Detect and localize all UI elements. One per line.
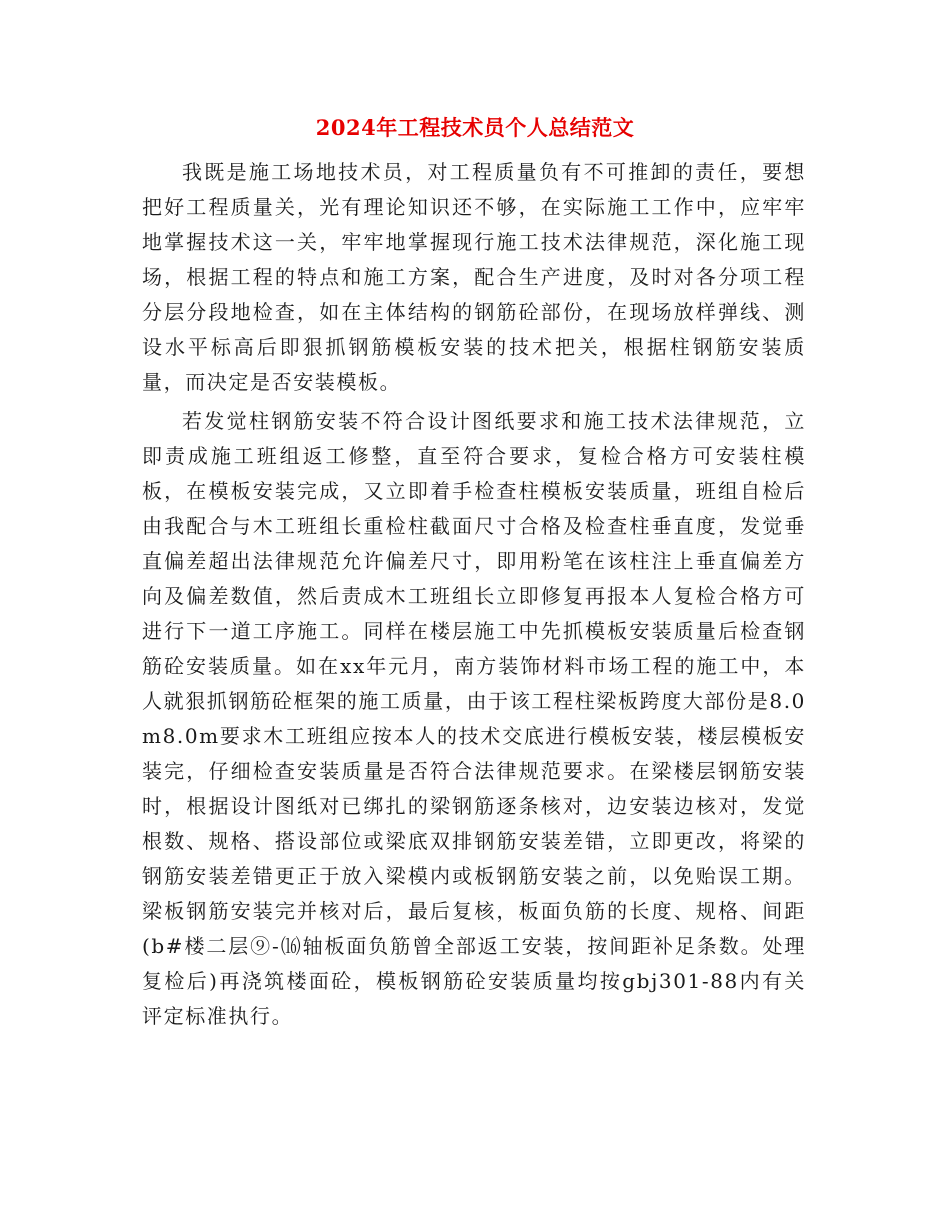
paragraph-1: 我既是施工场地技术员，对工程质量负有不可推卸的责任，要想把好工程质量关，光有理论知识还不够，在实际施工工作中，应牢牢地掌握技术这一关，牢牢地掌握现行施工技术法律规范，深化施工现场，根据工程的特点和施工方案，配合生产进度，及时对各分项工程分层分段地检查，如在主体结构的钢筋砼部份，在现场放样弹线、测设水平标高后即狠抓钢筋模板安装的技术把关，根据柱钢筋安装质量，而决定是否安装模板。 <box>142 160 806 394</box>
document-body <box>142 155 806 1038</box>
paragraph-2: 若发觉柱钢筋安装不符合设计图纸要求和施工技术法律规范，立即责成施工班组返工修整，直至符合要求，复检合格方可安装柱模板，在模板安装完成，又立即着手检查柱模板安装质量，班组自检后由我配合与木工班组长重检柱截面尺寸合格及检查柱垂直度，发觉垂直偏差超出法律规范允许偏差尺寸，即用粉笔在该柱注上垂直偏差方向及偏差数值，然后责成木工班组长立即修复再报本人复检合格方可进行下一道工序施工。同样在楼层施工中先抓模板安装质量后检查钢筋砼安装质量。如在xx年元月，南方装饰材料市场工程的施工中，本人就狠抓钢筋砼框架的施工质量，由于该工程柱梁板跨度大部份是8.0m8.0m要求木工班组应按本人的技术交底进行模板安装，楼层模板安装完，仔细检查安装质量是否符合法律规范要求。在梁楼层钢筋安装时，根据设计图纸对已绑扎的梁钢筋逐条核对，边安装边核对，发觉根数、规格、搭设部位或梁底双排钢筋安装差错，立即更改，将梁的钢筋安装差错更正于放入梁模内或板钢筋安装之前，以免贻误工期。梁板钢筋安装完并核对后，最后复核，板面负筋的长度、规格、间距(b#楼二层⑨-⒃轴板面负筋曾全部返工安装，按间距补足条数。处理复检后)再浇筑楼面砼，模板钢筋砼安装质量均按gbj301-88内有关评定标准执行。 <box>142 409 806 1028</box>
document-title: 2024年工程技术员个人总结范文 <box>315 115 635 140</box>
